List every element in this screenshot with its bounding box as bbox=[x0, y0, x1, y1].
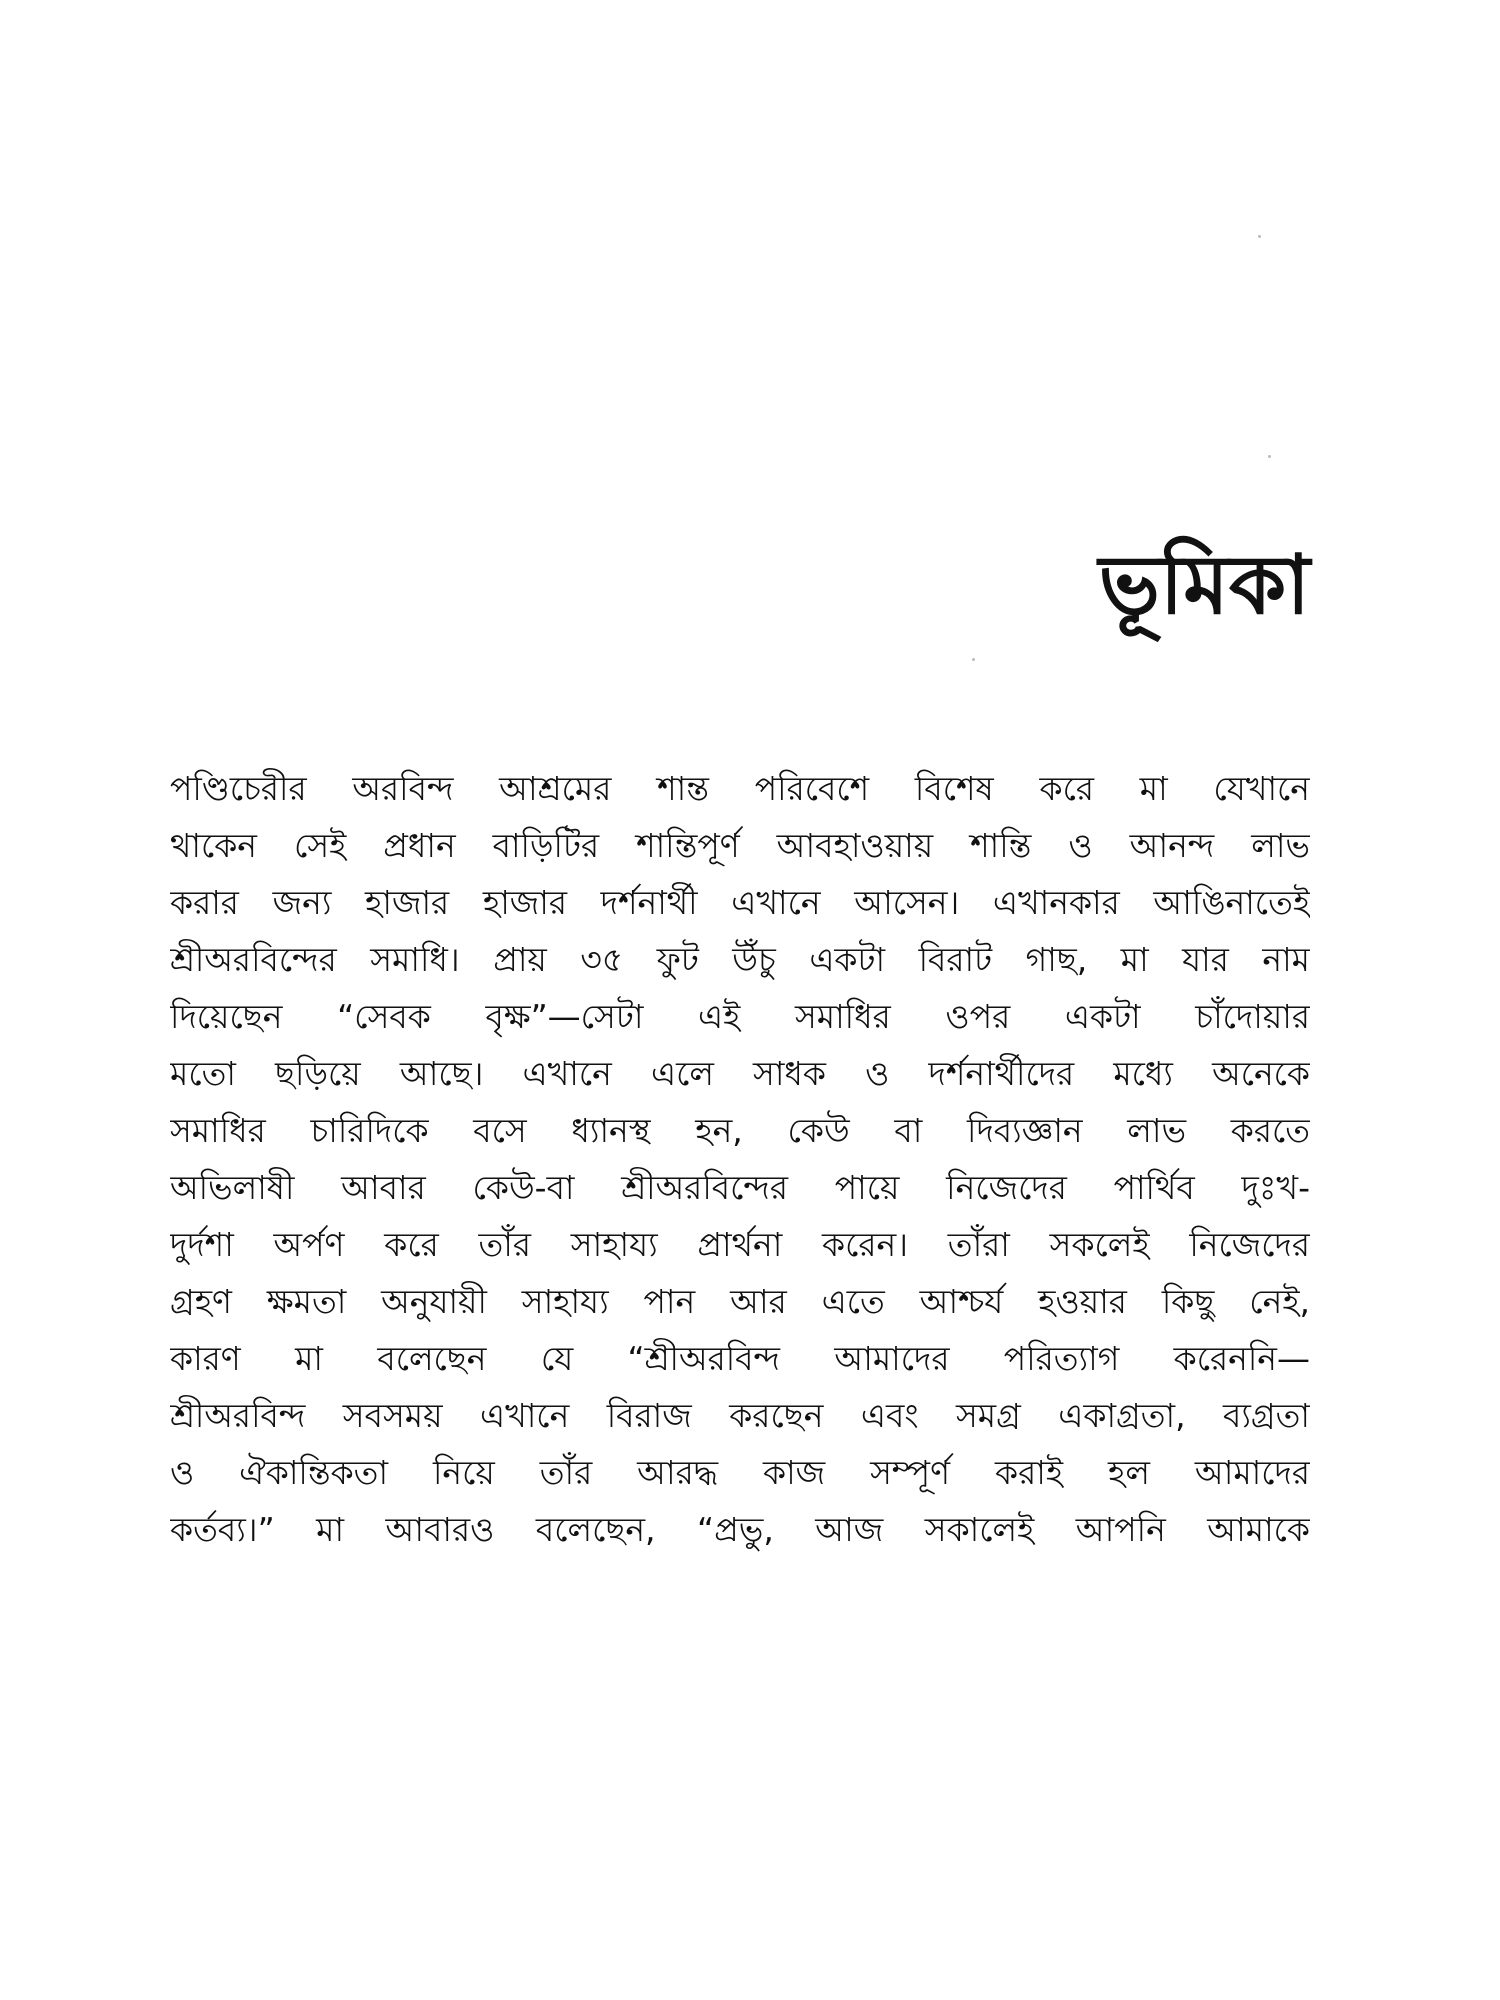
paragraph-line: অভিলাষী আবার কেউ-বা শ্রীঅরবিন্দের পায়ে নিজেদের পার্থিব দুঃখ- bbox=[170, 1168, 1310, 1207]
body-paragraph bbox=[170, 760, 1310, 1558]
scan-speck bbox=[1268, 455, 1271, 458]
paragraph-line: পণ্ডিচেরীর অরবিন্দ আশ্রমের শান্ত পরিবেশে বিশেষ করে মা যেখানে bbox=[170, 769, 1310, 808]
paragraph-line: থাকেন সেই প্রধান বাড়িটির শান্তিপূর্ণ আবহাওয়ায় শান্তি ও আনন্দ লাভ bbox=[170, 826, 1310, 865]
paragraph-line: শ্রীঅরবিন্দের সমাধি। প্রায় ৩৫ ফুট উঁচু একটা বিরাট গাছ, মা যার নাম bbox=[170, 940, 1310, 979]
paragraph-line: কারণ মা বলেছেন যে “শ্রীঅরবিন্দ আমাদের পরিত্যাগ করেননি— bbox=[170, 1339, 1310, 1378]
page-heading: ভূমিকা bbox=[1098, 538, 1310, 633]
scan-speck bbox=[972, 658, 975, 661]
paragraph-line: কর্তব্য।” মা আবারও বলেছেন, “প্রভু, আজ সকালেই আপনি আমাকে bbox=[170, 1510, 1310, 1549]
paragraph-line: গ্রহণ ক্ষমতা অনুযায়ী সাহায্য পান আর এতে আশ্চর্য হওয়ার কিছু নেই, bbox=[170, 1282, 1310, 1321]
paragraph-line: দুর্দশা অর্পণ করে তাঁর সাহায্য প্রার্থনা করেন। তাঁরা সকলেই নিজেদের bbox=[170, 1225, 1310, 1264]
scan-speck bbox=[1258, 235, 1261, 238]
paragraph-line: মতো ছড়িয়ে আছে। এখানে এলে সাধক ও দর্শনার্থীদের মধ্যে অনেকে bbox=[170, 1054, 1310, 1093]
paragraph-line: দিয়েছেন “সেবক বৃক্ষ”—সেটা এই সমাধির ওপর একটা চাঁদোয়ার bbox=[170, 997, 1310, 1036]
paragraph-line: সমাধির চারিদিকে বসে ধ্যানস্থ হন, কেউ বা দিব্যজ্ঞান লাভ করতে bbox=[170, 1111, 1310, 1150]
paragraph-line: করার জন্য হাজার হাজার দর্শনার্থী এখানে আসেন। এখানকার আঙিনাতেই bbox=[170, 883, 1310, 922]
paragraph-line: শ্রীঅরবিন্দ সবসময় এখানে বিরাজ করছেন এবং সমগ্র একাগ্রতা, ব্যগ্রতা bbox=[170, 1396, 1310, 1435]
paragraph-line: ও ঐকান্তিকতা নিয়ে তাঁর আরদ্ধ কাজ সম্পূর্ণ করাই হল আমাদের bbox=[170, 1453, 1310, 1492]
